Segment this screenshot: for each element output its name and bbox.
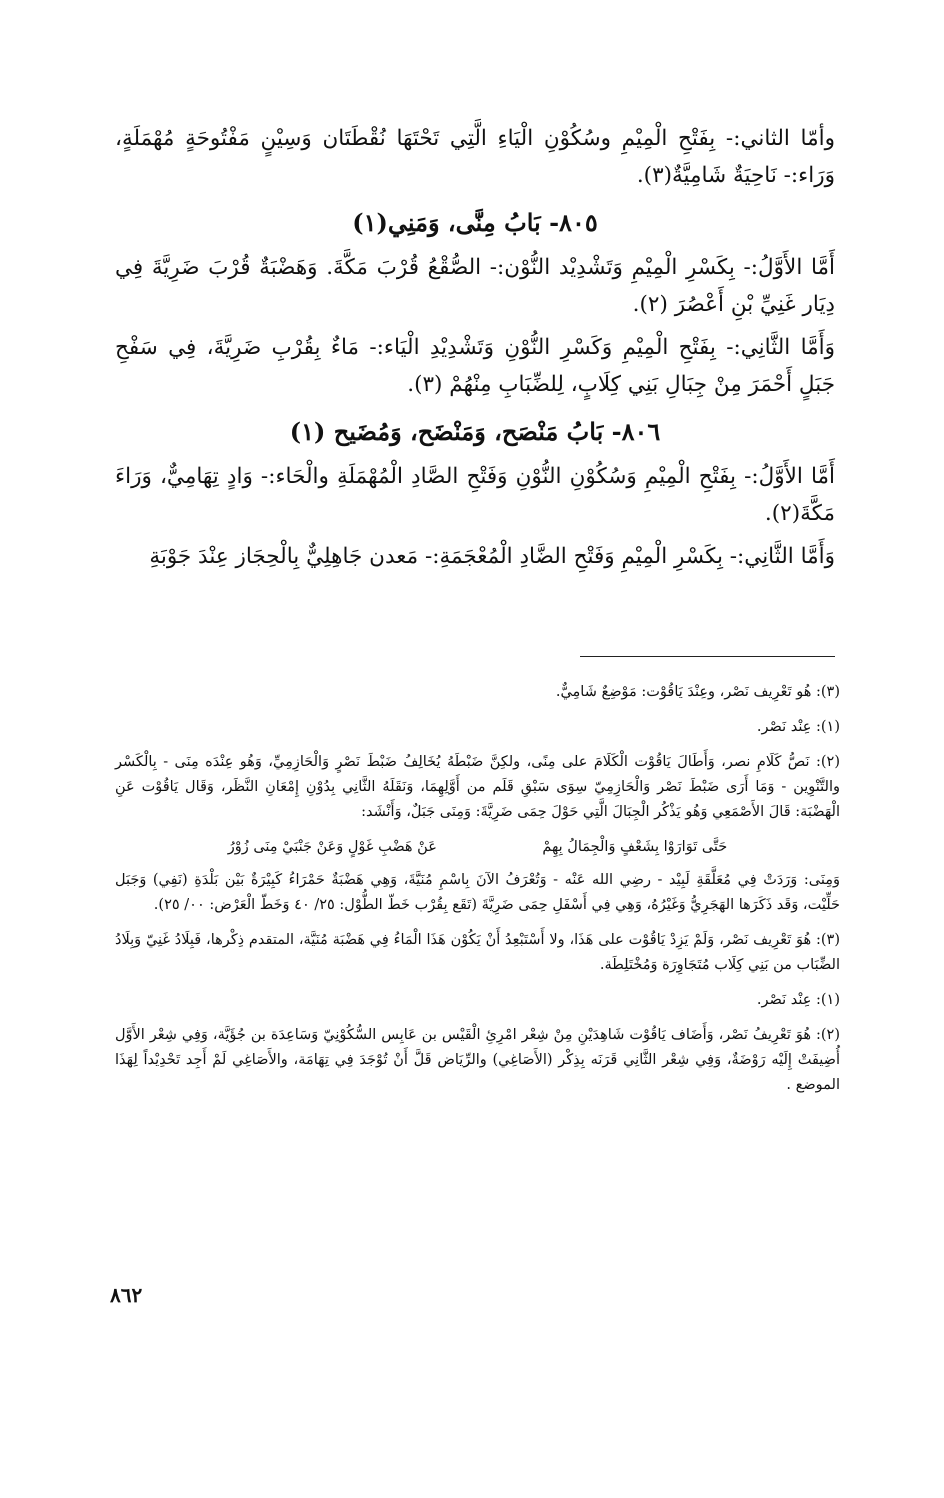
poetry-verse <box>115 835 840 860</box>
footnote-divider <box>580 656 835 657</box>
footnote: (١): عِنْد نَصْر. <box>756 719 840 735</box>
section-heading: ٨٠٥- بَابُ مِنَّى، وَمَنِي(١) <box>352 208 598 237</box>
paragraph: وأمّا الثاني:- بِفَتْحِ الْمِيْمِ وسُكُوْنِ الْيَاءِ الَّتِي تَحْتَهَا نُقْطَتَان وَسِيْنٍ مَفْتُوحَةٍ مُهْمَلَةٍ، وَرَاء:- نَاحِيَةٌ شَامِيَّةٌ(٣). <box>115 126 835 188</box>
page-number: ٨٦٢ <box>110 1283 143 1307</box>
footnote-continuation: وَمِنَى: وَرَدَتْ فِي مُعَلَّقَةِ لَبِيْد - رضِي الله عَنْه - وَتُعْرَفُ الآنَ بِاسْمِ مُنَيَّةَ، وَهِي هَضْبَةٌ حَمْرَاءُ كَبِيْرَةٌ بَيْن بَلْدَةِ (نَفِي) وَجَبَل حَلِّيْت، وَقَد ذَكَرَها الهَجَرِيُّ وَغَيْرُهُ، وَهِي فِي أَسْفَلِ حِمَى ضَرِيَّةَ (تَقَع بِقُرْب خَطّ الطُّوْل: ٢٥/ ٤٠ وَخَطّ الْعَرْض: ٠٠/ ٢٥). <box>115 872 840 913</box>
section-heading: ٨٠٦- بَابُ مَنْصَح، وَمَنْضَح، وَمُضَيح (١) <box>289 417 661 446</box>
footnote: (١): عِنْد نَصْر. <box>756 992 840 1008</box>
footnotes <box>115 680 840 1108</box>
footnote: (٢): هُوَ تَعْرِيفُ نَصْر، وَأَضَاف يَاقُوْت شَاهِدَيْنِ مِنْ شِعْر امْرِئِ الْقَيْس بن عَابِس السُّكُوْنِيّ وَسَاعِدَة بن جُؤَيَّة، وَفِي شِعْر الأَوَّل أُضِيفَتْ إِلَيْه رَوْضَةٌ، وَفِي شِعْر الثَّانِي قَرَنَه بِذِكْر (الأَصَاغِي) والرِّيَاض قَلَّ أَنْ تُوْجَدَ فِي تِهَامَة، والأَصَاغِي لَمْ أَجِد تَحْدِيْداً لِهَذَا الموضع . <box>115 1027 840 1093</box>
verse-second-hemistich: عَنْ هَضْبِ غَوْلٍ وَعَنْ جَنْبَيْ مِنَى زُوْرُ <box>227 839 437 855</box>
main-text <box>115 120 835 581</box>
footnote: (٣): هُو تَعْرِيف نَصْر، وعِنْدَ يَاقُوْت: مَوْضِعٌ شَامِيٌّ. <box>555 684 840 700</box>
paragraph: وَأَمَّا الثَّانِي:- بِفَتْحِ الْمِيْمِ وَكَسْرِ النُّوْنِ وَتَشْدِيْدِ الْيَاء:- مَاءٌ بِقُرْبِ ضَرِيَّةَ، فِي سَفْحِ جَبَلٍ أَحْمَرَ مِنْ جِبَالِ بَنِي كِلَابٍ، لِلضِّبَابِ مِنْهُمْ (٣). <box>115 335 835 397</box>
paragraph: أَمَّا الأَوَّلُ:- بِكَسْرِ الْمِيْمِ وَتَشْدِيْد النُّوْن:- الصُّقْعُ قُرْبَ مَكَّةَ. وَهَضْبَةٌ قُرْبَ ضَرِيَّةَ فِي دِيَار غَنِيِّ بْنِ أَعْصُرَ (٢). <box>115 255 835 317</box>
verse-first-hemistich: حَتَّى تَوَارَوْا بِشَعْفٍ وَالْجِمَالُ بِهِمْ <box>542 839 728 855</box>
footnote: (٢): نَصُّ كَلَامِ نصر، وَأَطَالَ يَاقُوْت الْكَلَامَ على مِنًى، ولكِنَّ ضَبْطَهُ يُخَالِفُ ضَبْطَ نَصْرٍ وَالْحَازِمِيِّ، وَهُو عِنْدَه مِنَى - بِالْكَسْر والتَّنْوِين - وَمَا أَرَى ضَبْطَ نَصْر وَالْحَازِمِيّ سِوَى سَبْقِ قَلَم من أَوَّلِهِمَا، وَنَقَلَهُ الثَّانِي بِدُوْنِ إِمْعَانِ النَّظَر، وَقَال يَاقُوْت عَنِ الْهَضْبَة: قَالَ الأَصْمَعِي وَهُو يَذْكُر الْجِبَالَ الَّتِي حَوْلَ حِمَى ضَرِيَّةَ: وَمِنَى جَبَلٌ، وَأَنْشَد: <box>115 754 840 820</box>
footnote: (٣): هُوَ تَعْرِيف نَصْر، وَلَمْ يَزِدْ يَاقُوْت على هَذَا، ولا أَسْتَبْعِدُ أَنْ يَكُوْن هَذَا الْمَاءُ فِي هَضْبَة مُنَيَّة، المتقدم ذِكْرها، فَبِلَادُ غَنِيّ وَبِلَادُ الضِّبَاب من بَنِي كِلَاب مُتَجَاوِرَة وَمُخْتَلِطَة. <box>115 932 840 973</box>
paragraph: وَأَمَّا الثَّانِي:- بِكَسْرِ الْمِيْمِ وَفَتْحِ الضَّادِ الْمُعْجَمَةِ:- مَعدن جَاهِلِيٌّ بِالْحِجَاز عِنْدَ جَوْبَةِ <box>149 544 835 569</box>
paragraph: أَمَّا الأَوَّلُ:- بِفَتْحِ الْمِيْمِ وَسُكُوْنِ النُّوْنِ وَفَتْحِ الصَّادِ الْمُهْمَلَةِ والْحَاء:- وَادٍ تِهَامِيٌّ، وَرَاءَ مَكَّةَ(٢). <box>115 464 835 526</box>
